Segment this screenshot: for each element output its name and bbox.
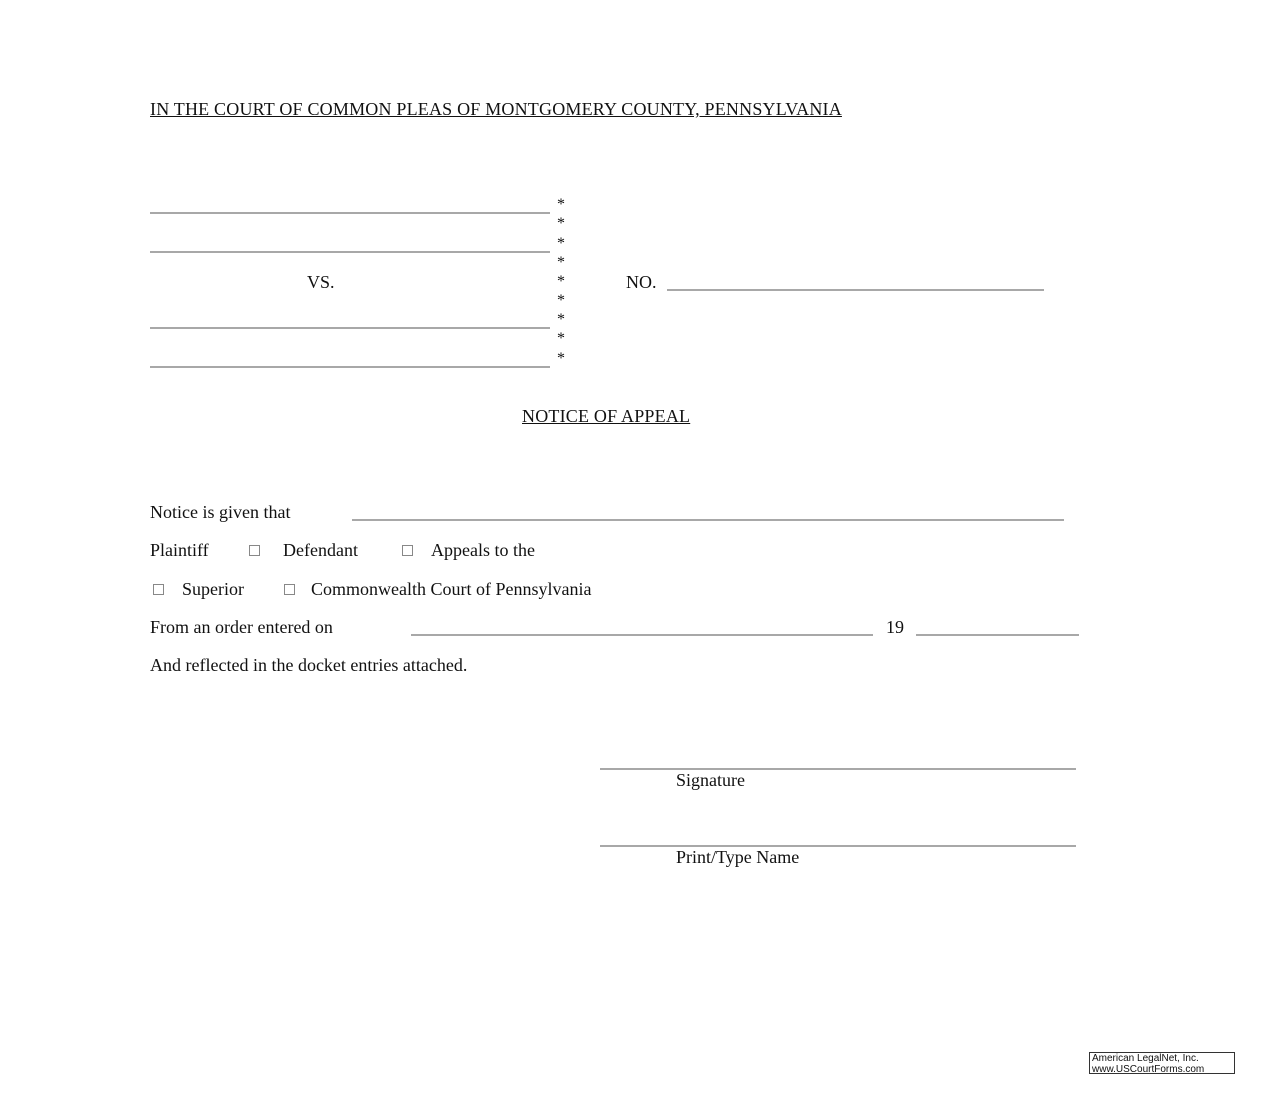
defendant-label: Defendant: [283, 540, 358, 560]
separator-star: *: [557, 254, 565, 271]
separator-star: *: [557, 330, 565, 347]
footer-badge: [1089, 1052, 1235, 1074]
order-date-field[interactable]: [411, 634, 873, 636]
defendant-line-1[interactable]: [150, 327, 550, 329]
appellant-name-field[interactable]: [352, 519, 1064, 521]
superior-checkbox[interactable]: [153, 584, 164, 595]
case-number-label: NO.: [626, 272, 657, 292]
appeals-label: Appeals to the: [431, 540, 535, 560]
commonwealth-checkbox[interactable]: [284, 584, 295, 595]
notice-prefix: Notice is given that: [150, 502, 291, 522]
plaintiff-label: Plaintiff: [150, 540, 209, 560]
plaintiff-line-2[interactable]: [150, 251, 550, 253]
court-title: IN THE COURT OF COMMON PLEAS OF MONTGOMERY COUNTY, PENNSYLVANIA: [150, 99, 842, 119]
docket-statement: And reflected in the docket entries attached.: [150, 655, 468, 675]
defendant-checkbox[interactable]: [402, 545, 413, 556]
superior-label: Superior: [182, 579, 244, 599]
commonwealth-label: Commonwealth Court of Pennsylvania: [311, 579, 592, 599]
signature-field[interactable]: [600, 768, 1076, 770]
order-prefix: From an order entered on: [150, 617, 333, 637]
signature-label: Signature: [676, 770, 745, 790]
separator-star: *: [557, 235, 565, 252]
separator-star: *: [557, 273, 565, 290]
separator-star: *: [557, 350, 565, 367]
separator-star: *: [557, 292, 565, 309]
separator-star: *: [557, 196, 565, 213]
year-prefix: 19: [886, 617, 904, 637]
print-name-label: Print/Type Name: [676, 847, 800, 867]
defendant-line-2[interactable]: [150, 366, 550, 368]
case-number-field[interactable]: [667, 289, 1044, 291]
plaintiff-checkbox[interactable]: [249, 545, 260, 556]
separator-star: *: [557, 311, 565, 328]
versus-label: VS.: [307, 272, 335, 292]
print-name-field[interactable]: [600, 845, 1076, 847]
form-title: NOTICE OF APPEAL: [522, 406, 691, 426]
plaintiff-line-1[interactable]: [150, 212, 550, 214]
order-year-field[interactable]: [916, 634, 1079, 636]
footer-company: American LegalNet, Inc.: [1092, 1053, 1199, 1064]
separator-star: *: [557, 215, 565, 232]
footer-website: www.USCourtForms.com: [1092, 1064, 1205, 1075]
